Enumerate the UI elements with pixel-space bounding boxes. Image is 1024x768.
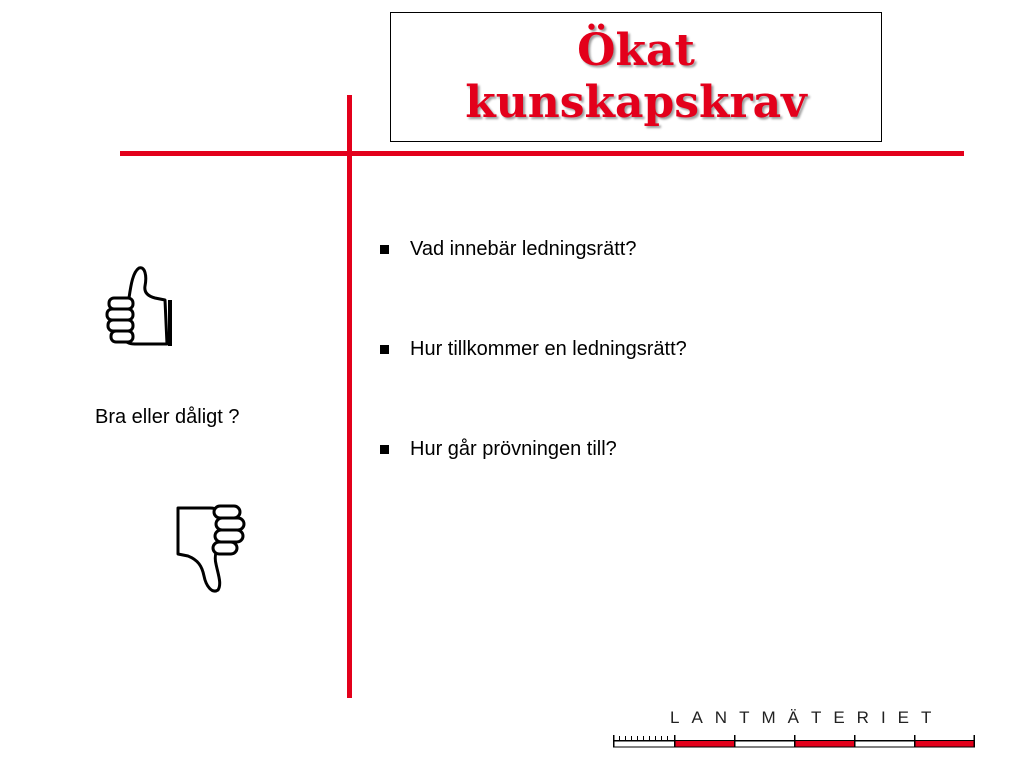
square-bullet-icon (380, 245, 389, 254)
question-text: Bra eller dåligt ? (95, 406, 240, 428)
thumbs-up-icon (95, 262, 175, 352)
bullet-text: Hur går prövningen till? (410, 438, 617, 460)
title-line-1: Ökat (577, 25, 695, 76)
horizontal-divider (120, 151, 964, 156)
bullet-text: Vad innebär ledningsrätt? (410, 238, 637, 260)
title-line-2: kunskapskrav (465, 77, 807, 128)
vertical-divider (347, 95, 352, 698)
lantmateriet-logo-text: LANTMÄTERIET (670, 708, 944, 727)
bullet-item (378, 436, 687, 462)
square-bullet-icon (380, 345, 389, 354)
bullet-item (378, 236, 687, 262)
title-box (390, 12, 882, 142)
bullet-list (378, 236, 687, 462)
thumbs-down-icon (170, 500, 255, 596)
bullet-item (378, 336, 687, 362)
square-bullet-icon (380, 445, 389, 454)
scale-bar-logo (613, 733, 975, 749)
bullet-text: Hur tillkommer en ledningsrätt? (410, 338, 687, 360)
